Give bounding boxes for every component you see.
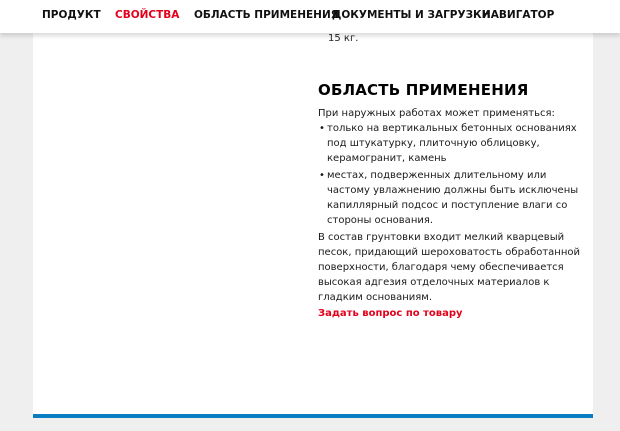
bullet-icon: • — [319, 123, 325, 134]
nav-tab-properties[interactable]: СВОЙСТВА — [115, 9, 180, 21]
bullet-icon: • — [319, 170, 325, 181]
section-nav — [0, 0, 620, 33]
list-item-text: только на вертикальных бетонных основаниях под штукатурку, плиточную облицовку, керамогранит, камень — [327, 123, 577, 164]
section-title: ОБЛАСТЬ ПРИМЕНЕНИЯ — [318, 81, 529, 100]
composition-text: В состав грунтовки входит мелкий кварцевый песок, придающий шероховатость обработанной поверхности, благодаря чему обеспечивается высокая адгезия отделочных материалов к гладким основаниям. — [318, 232, 581, 303]
ask-question-link[interactable]: Задать вопрос по товару — [318, 308, 463, 319]
previous-section-tail: 15 кг. — [328, 33, 359, 44]
nav-tab-navigator[interactable]: НАВИГАТОР — [482, 9, 555, 21]
usage-list — [318, 121, 580, 228]
nav-tab-product[interactable]: ПРОДУКТ — [42, 9, 101, 21]
intro-text: При наружных работах может применяться: — [318, 108, 555, 119]
list-item — [318, 168, 580, 228]
nav-tab-documents[interactable]: ДОКУМЕНТЫ И ЗАГРУЗКИ — [332, 9, 491, 21]
nav-tab-application[interactable]: ОБЛАСТЬ ПРИМЕНЕНИЯ — [194, 9, 339, 21]
section-body — [318, 106, 580, 321]
list-item-text: местах, подверженных длительному или частому увлажнению должны быть исключены капиллярный подсос и поступление влаги со стороны основания. — [327, 170, 579, 226]
list-item — [318, 121, 580, 166]
footer-rule — [33, 414, 593, 418]
